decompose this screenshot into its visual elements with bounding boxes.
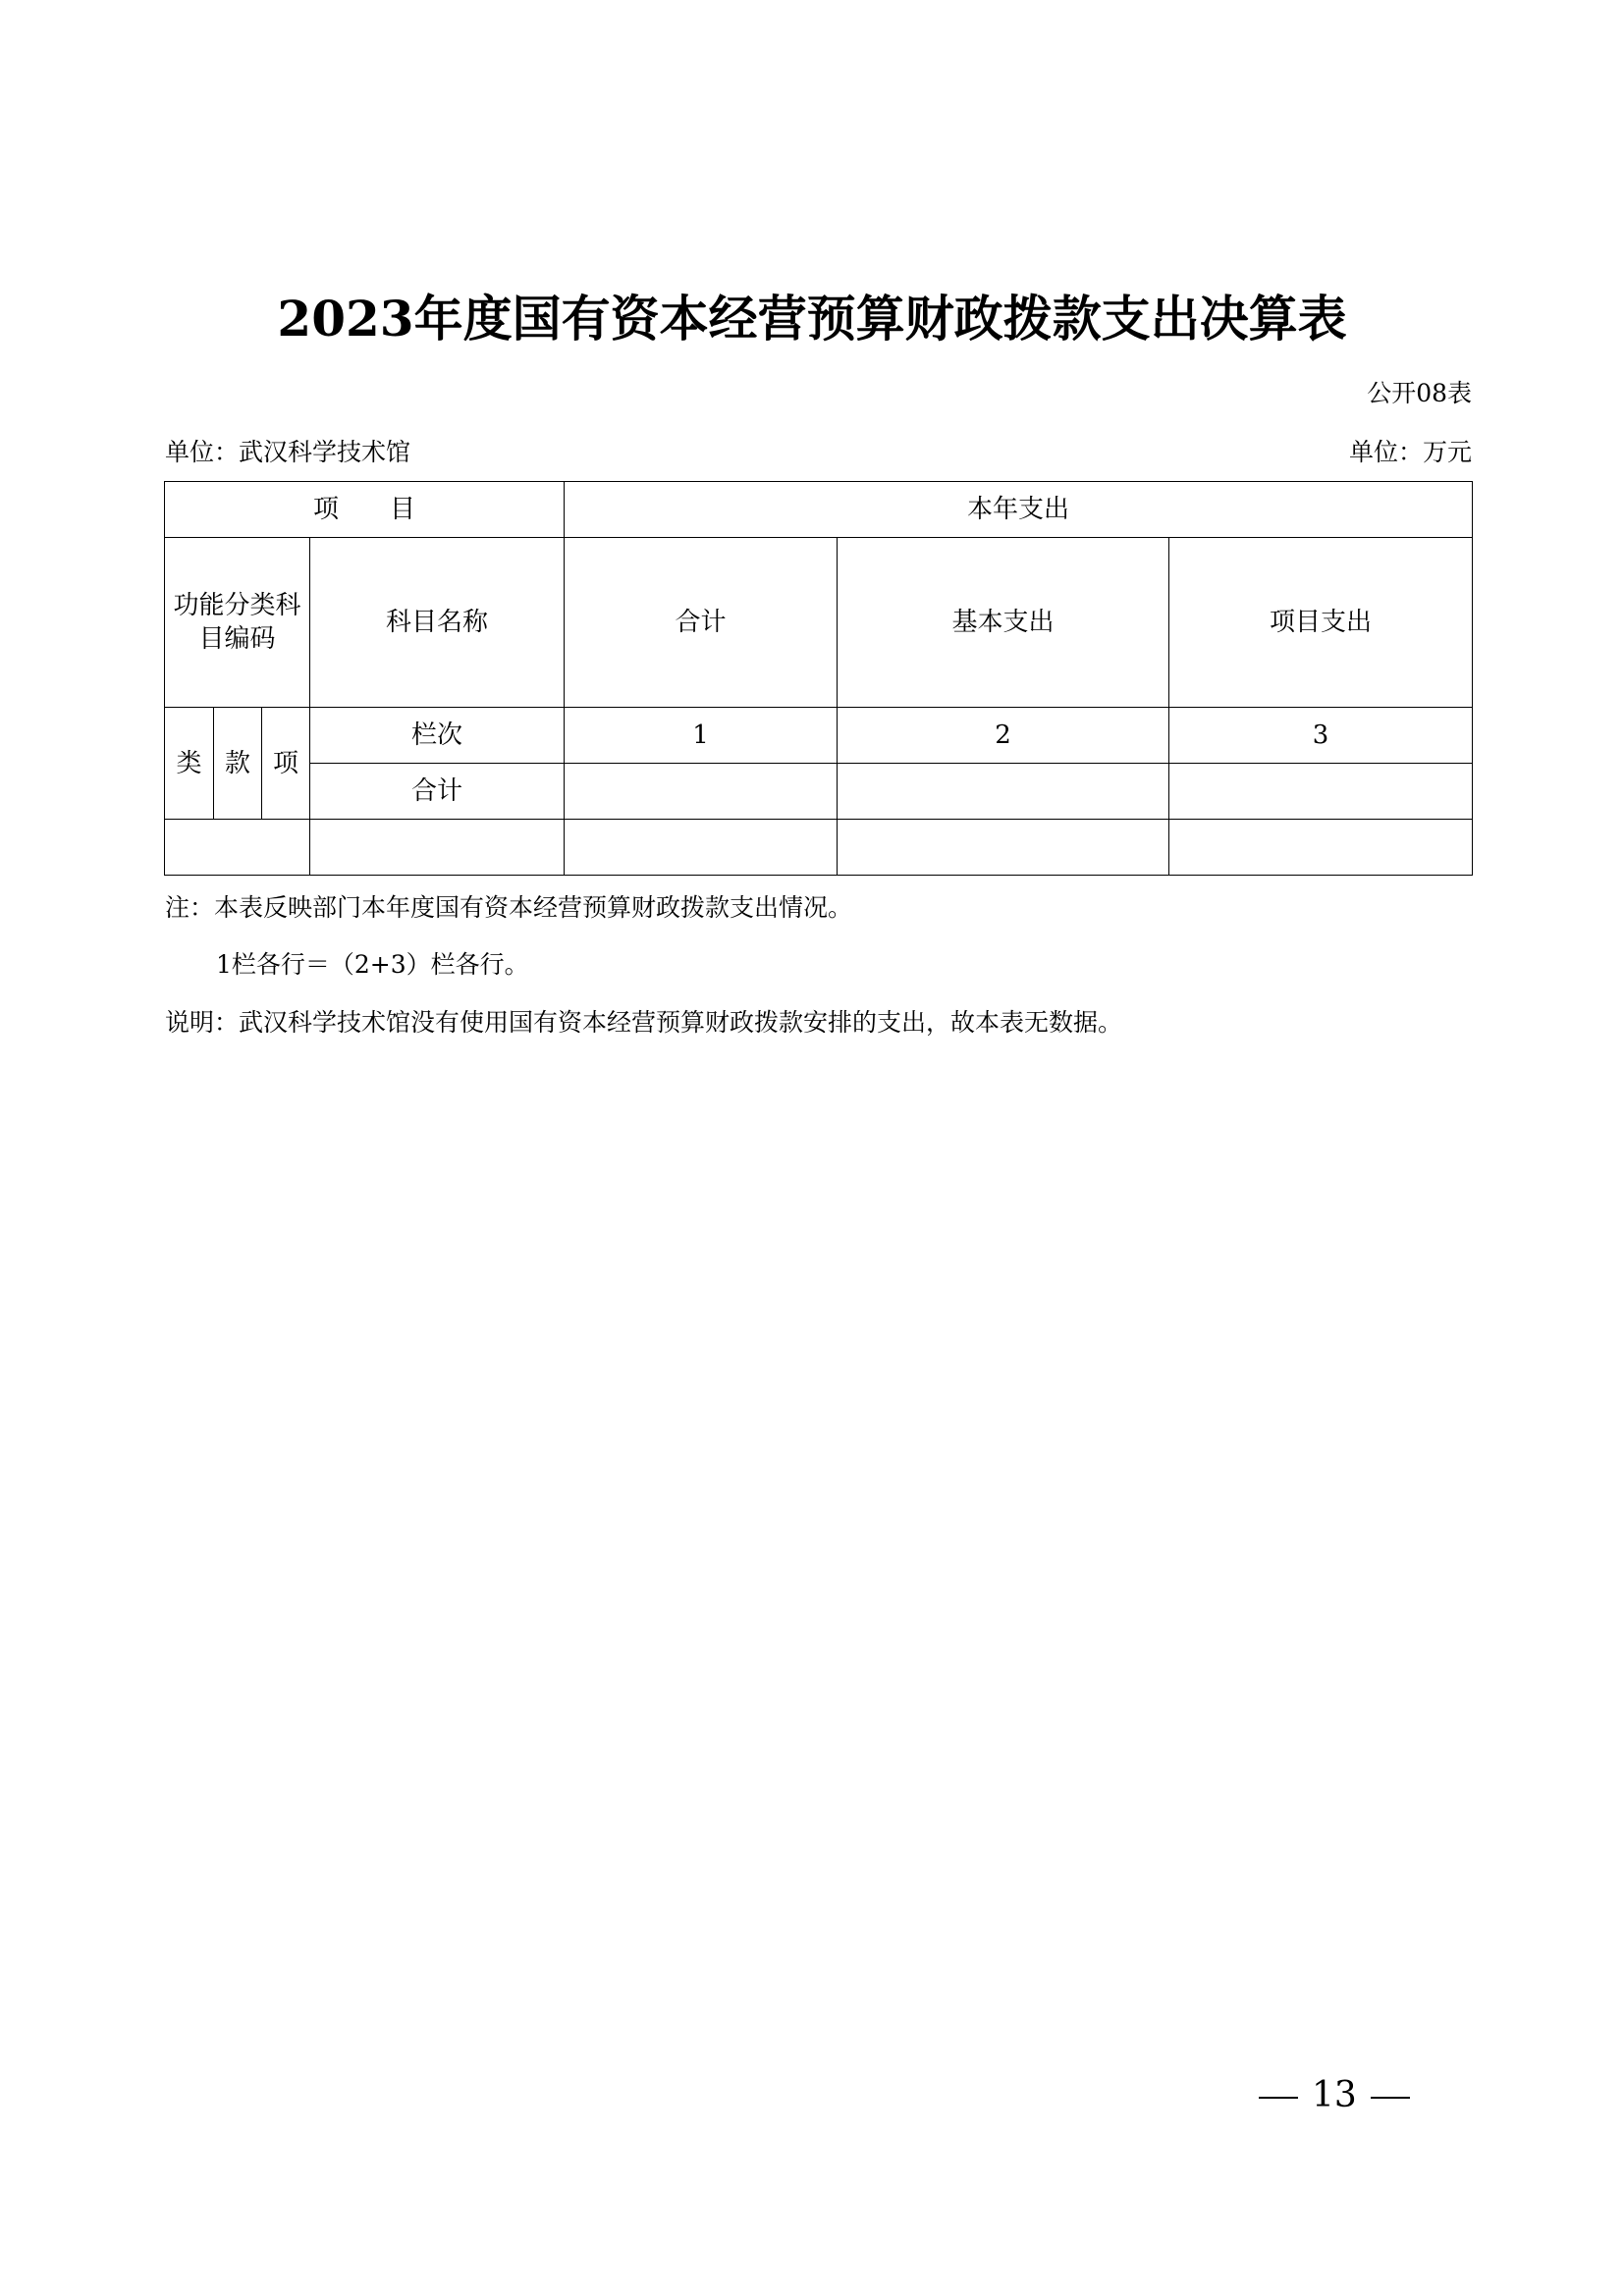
page-footer [1245, 2071, 1424, 2120]
column-1-cell: 1 [565, 708, 838, 764]
header-year-cell: 本年支出 [565, 482, 1473, 538]
total-row [165, 764, 1473, 820]
note-description: 注：本表反映部门本年度国有资本经营预算财政拨款支出情况。 [165, 893, 853, 922]
note-formula: 1栏各行＝（2+3）栏各行。 [216, 950, 529, 979]
empty-total-cell [565, 820, 838, 876]
code-kuan-cell: 款 [214, 708, 262, 820]
empty-code-cell [165, 820, 310, 876]
expenditure-table [164, 481, 1473, 876]
dash-left [1259, 2097, 1298, 2099]
note-explanation: 说明：武汉科学技术馆没有使用国有资本经营预算财政拨款安排的支出，故本表无数据。 [165, 1008, 1123, 1037]
basic-header-cell: 基本支出 [838, 538, 1169, 708]
code-xiang-cell: 项 [262, 708, 310, 820]
empty-basic-cell [838, 820, 1169, 876]
page-title: 2023年度国有资本经营预算财政拨款支出决算表 [277, 290, 1347, 347]
column-label-cell: 栏次 [310, 708, 565, 764]
column-3-cell: 3 [1169, 708, 1473, 764]
header-item-cell: 项 目 [165, 482, 565, 538]
table-id: 公开08表 [1367, 379, 1472, 407]
unit-currency: 单位：万元 [1348, 438, 1472, 466]
empty-name-cell [310, 820, 565, 876]
dash-right [1371, 2097, 1410, 2099]
code-header-cell: 功能分类科目编码 [165, 538, 310, 708]
total-value-cell [565, 764, 838, 820]
table-row [165, 820, 1473, 876]
empty-project-cell [1169, 820, 1473, 876]
project-value-cell [1169, 764, 1473, 820]
project-header-cell: 项目支出 [1169, 538, 1473, 708]
unit-organization: 单位：武汉科学技术馆 [165, 438, 411, 466]
table-subheader-row [165, 538, 1473, 708]
total-label-cell: 合计 [310, 764, 565, 820]
column-number-row [165, 708, 1473, 764]
basic-value-cell [838, 764, 1169, 820]
column-2-cell: 2 [838, 708, 1169, 764]
code-lei-cell: 类 [165, 708, 214, 820]
table-header-row [165, 482, 1473, 538]
page-number: 13 [1312, 2075, 1357, 2115]
total-header-cell: 合计 [565, 538, 838, 708]
name-header-cell: 科目名称 [310, 538, 565, 708]
